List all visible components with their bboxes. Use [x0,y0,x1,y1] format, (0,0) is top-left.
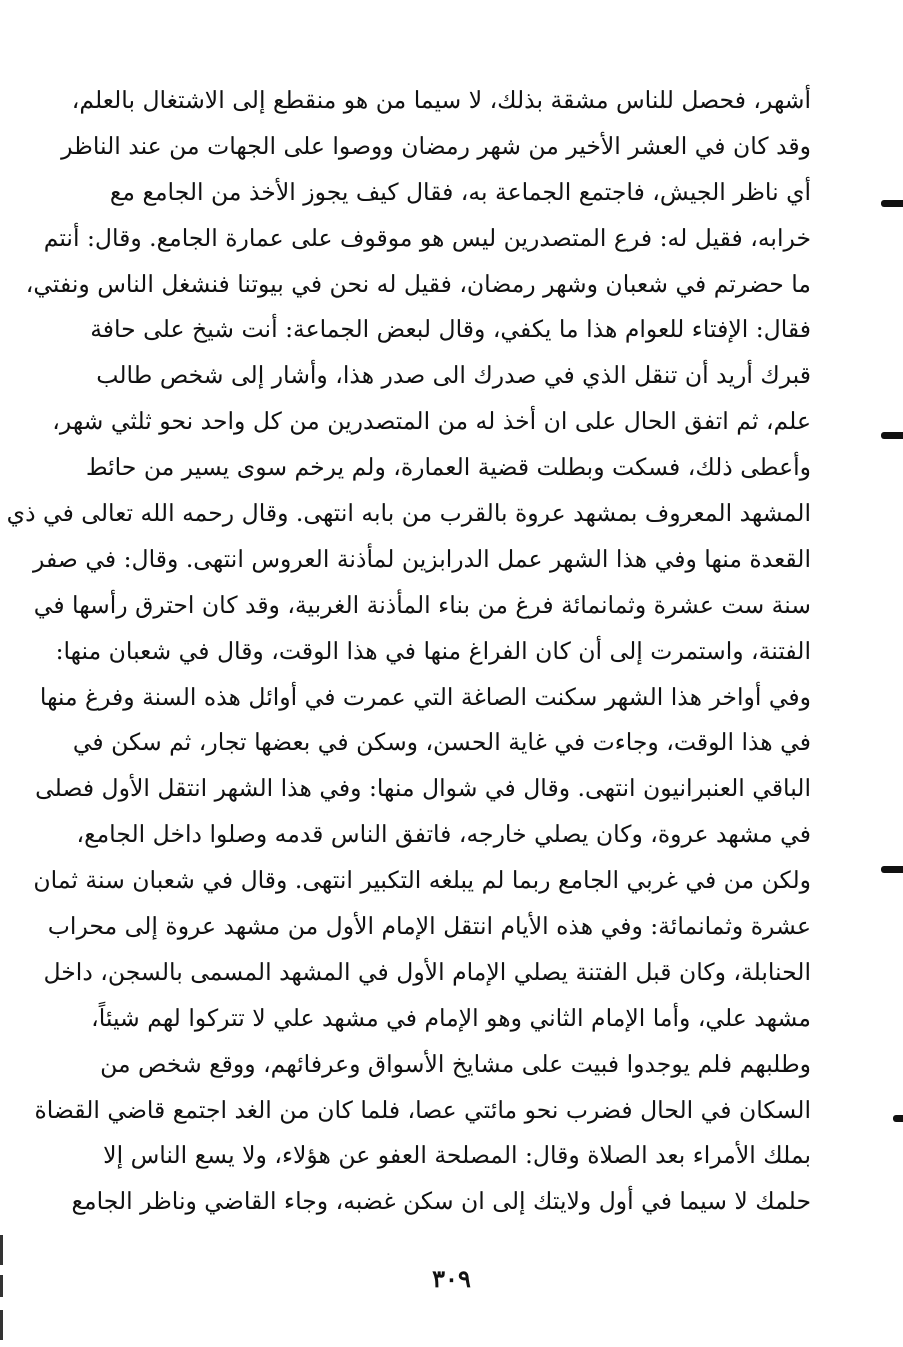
text-line-3: أي ناظر الجيش، فاجتمع الجماعة به، فقال كيف يجوز الأخذ من الجامع مع [109,177,811,206]
text-line-17: في مشهد عروة، وكان يصلي خارجه، فاتفق الناس قدمه وصلوا داخل الجامع، [76,820,811,849]
text-line-9: وأعطى ذلك، فسكت وبطلت قضية العمارة، ولم يرخم سوى يسير من حائط [85,453,811,482]
text-line-19: عشرة وثمانمائة: وفي هذه الأيام انتقل الإمام الأول من مشهد عروة إلى محراب [47,912,811,941]
margin-mark [881,200,903,207]
text-line-22: وطلبهم فلم يوجدوا فبيت على مشايخ الأسواق وعرفائهم، ووقع شخص من [100,1049,811,1078]
text-line-1: أشهر، فحصل للناس مشقة بذلك، لا سيما من هو منقطع إلى الاشتغال بالعلم، [71,86,811,114]
text-line-18: ولكن من في غربي الجامع ربما لم يبلغه التكبير انتهى. وقال في شعبان سنة ثمان [33,866,811,895]
scan-edge [0,1275,3,1297]
text-line-7: قبرك أريد أن تنقل الذي في صدرك الى صدر هذا، وأشار إلى شخص طالب [96,361,811,390]
margin-mark [881,866,903,873]
text-line-10: المشهد المعروف بمشهد عروة بالقرب من بابه انتهى. وقال رحمه الله تعالى في ذي [6,499,811,528]
text-line-5: ما حضرتم في شعبان وشهر رمضان، فقيل له نحن في بيوتنا فنشغل الناس ونفتي، [25,269,811,298]
scan-edge [0,1310,3,1340]
page-number: ٣٠٩ [432,1264,471,1293]
text-line-11: القعدة منها وفي هذا الشهر عمل الدرابزين لمأذنة العروس انتهى. وقال: في صفر [33,544,811,573]
text-line-15: في هذا الوقت، وجاءت في غاية الحسن، وسكن في بعضها تجار، ثم سكن في [72,728,811,757]
text-line-25: حلمك لا سيما في أول ولايتك إلى ان سكن غضبه، وجاء القاضي وناظر الجامع [71,1187,811,1216]
text-line-21: مشهد علي، وأما الإمام الثاني وهو الإمام في مشهد علي لا تتركوا لهم شيئاً، [91,1003,811,1032]
body-text [6,78,811,1225]
text-line-2: وقد كان في العشر الأخير من شهر رمضان ووصوا على الجهات من عند الناظر [61,131,811,160]
text-line-6: فقال: الإفتاء للعوام هذا ما يكفي، وقال لبعض الجماعة: أنت شيخ على حافة [90,315,811,344]
margin-mark [881,432,903,439]
text-line-24: بملك الأمراء بعد الصلاة وقال: المصلحة العفو عن هؤلاء، ولا يسع الناس إلا [103,1141,811,1170]
margin-mark [893,1115,903,1122]
text-line-16: الباقي العنبرانيون انتهى. وقال في شوال منها: وفي هذا الشهر انتقل الأول فصلى [35,774,811,803]
text-line-14: وفي أواخر هذا الشهر سكنت الصاغة التي عمرت في أوائل هذه السنة وفرغ منها [39,682,811,711]
scan-edge [0,1235,3,1265]
text-line-23: السكان في الحال فضرب نحو مائتي عصا، فلما كان من الغد اجتمع قاضي القضاة [34,1095,811,1124]
text-line-20: الحنابلة، وكان قبل الفتنة يصلي الإمام الأول في المشهد المسمى بالسجن، داخل [43,957,811,986]
text-line-12: سنة ست عشرة وثمانمائة فرغ من بناء المأذنة الغربية، وقد كان احترق رأسها في [33,590,811,619]
text-line-8: علم، ثم اتفق الحال على ان أخذ له من المتصدرين من كل واحد نحو ثلثي شهر، [52,407,811,436]
text-line-4: خرابه، فقيل له: فرع المتصدرين ليس هو موقوف على عمارة الجامع. وقال: أنتم [43,223,811,252]
text-line-13: الفتنة، واستمرت إلى أن كان الفراغ منها في هذا الوقت، وقال في شعبان منها: [55,636,811,665]
